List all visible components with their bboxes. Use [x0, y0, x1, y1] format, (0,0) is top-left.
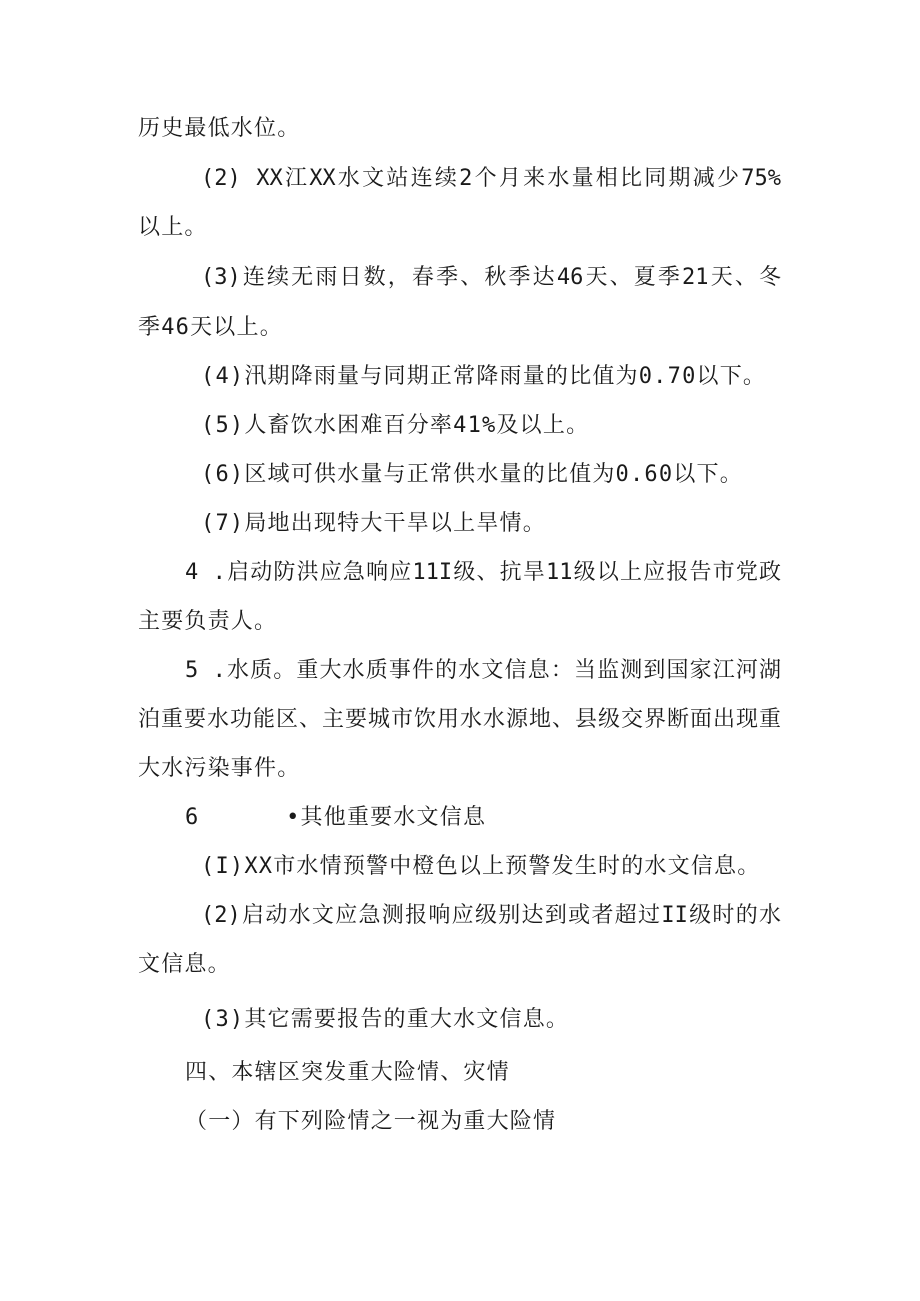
text-line: 以上。: [138, 215, 208, 240]
text-line: 6 •其他重要水文信息: [185, 805, 487, 830]
text-line: (6)区域可供水量与正常供水量的比值为0.60以下。: [201, 462, 743, 487]
text-line: (7)局地出现特大干旱以上旱情。: [201, 511, 546, 536]
subsection-heading: （一）有下列险情之一视为重大险情: [185, 1109, 557, 1134]
text-line: 季46天以上。: [138, 315, 283, 340]
text-line: (3)连续无雨日数，春季、秋季达46天、夏季21天、冬: [201, 265, 781, 290]
text-line: 泊重要水功能区、主要城市饮用水水源地、县级交界断面出现重: [138, 707, 781, 732]
section-heading: 四、本辖区突发重大险情、灾情: [185, 1060, 510, 1085]
text-line: 主要负责人。: [138, 609, 278, 634]
text-line: 文信息。: [138, 952, 231, 977]
text-line: 4 .启动防洪应急响应11I级、抗旱11级以上应报告市党政: [185, 560, 781, 585]
text-line: (2)启动水文应急测报响应级别达到或者超过II级时的水: [201, 903, 781, 928]
text-line: 5 .水质。重大水质事件的水文信息：当监测到国家江河湖: [185, 658, 781, 683]
text-line: (2) XX江XX水文站连续2个月来水量相比同期减少75%: [201, 166, 781, 191]
text-line: 历史最低水位。: [138, 116, 301, 141]
text-line: (5)人畜饮水困难百分率41%及以上。: [201, 413, 590, 438]
text-line: (4)汛期降雨量与同期正常降雨量的比值为0.70以下。: [201, 364, 767, 389]
text-line: (I)XX市水情预警中橙色以上预警发生时的水文信息。: [201, 854, 761, 879]
text-line: 大水污染事件。: [138, 756, 301, 781]
text-line: (3)其它需要报告的重大水文信息。: [201, 1007, 570, 1032]
